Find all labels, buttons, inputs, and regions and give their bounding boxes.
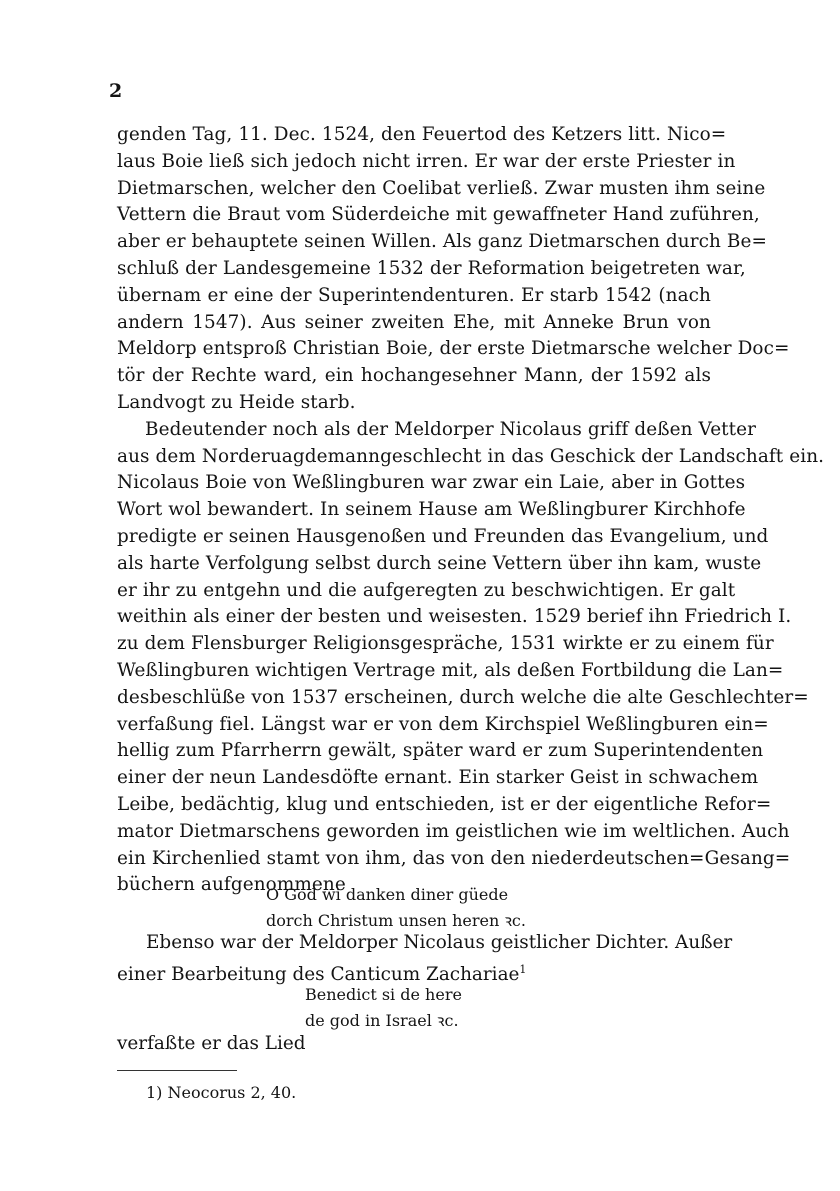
hymn-quote-2 [305, 982, 462, 1034]
verse-line: dorch Christum unsen heren ꝛc. [266, 911, 526, 930]
footnote-divider [117, 1070, 237, 1071]
footnote-reference: 1 [519, 963, 527, 976]
text-line: genden Tag, 11. Dec. 1524, den Feuertod des Ketzers litt. Nico= [117, 124, 727, 145]
paragraph-3-text: einer Bearbeitung des Canticum Zachariae [117, 964, 520, 985]
text-line: hellig zum Pfarrherrn gewält, später ward er zum Superintendenten [117, 740, 764, 762]
text-line: weithin als einer der besten und weisesten. 1529 berief ihn Friedrich I. [117, 606, 792, 628]
paragraph-3-line: Ebenso war der Meldorper Nicolaus geistlicher Dichter. Außer [146, 932, 733, 953]
text-line: übernam er eine der Superintendenturen. Er starb 1542 (nach [117, 284, 711, 306]
text-line: Weßlingburen wichtigen Vertrage mit, als deßen Fortbildung die Lan= [117, 659, 784, 681]
text-line: als harte Verfolgung selbst durch seine Vettern über ihn kam, wuste [117, 552, 762, 574]
text-line: einer der neun Landesdöfte ernant. Ein starker Geist in schwachem [117, 767, 759, 789]
text-line: mator Dietmarschens geworden im geistlichen wie im weltlichen. Auch [117, 820, 790, 842]
text-line: predigte er seinen Hausgenoßen und Freunden das Evangelium, und [117, 525, 769, 547]
text-line: büchern aufgenommene [117, 874, 346, 896]
text-line: schluß der Landesgemeine 1532 der Reformation beigetreten war, [117, 257, 746, 279]
text-line: aber er behauptete seinen Willen. Als ganz Dietmarschen durch Be= [117, 231, 768, 253]
footnote: 1) Neocorus 2, 40. [146, 1083, 297, 1102]
page-number: 2 [109, 80, 123, 102]
text-line: zu dem Flensburger Religionsgespräche, 1531 wirkte er zu einem für [117, 633, 774, 655]
text-line: er ihr zu entgehn und die aufgeregten zu beschwichtigen. Er galt [117, 579, 736, 601]
text-line: aus dem Norderuagdemanngeschlecht in das Geschick der Landschaft ein. [117, 445, 825, 467]
main-text [117, 122, 825, 899]
text-line: tör der Rechte ward, ein hochangesehner Mann, der 1592 als [117, 365, 711, 387]
text-line: Meldorp entsproß Christian Boie, der erste Dietmarsche welcher Doc= [117, 338, 790, 360]
verse-line: O God wi danken diner güede [266, 885, 509, 904]
paragraph-3-line: verfaßte er das Lied [117, 1033, 306, 1054]
text-line: ein Kirchenlied stamt von ihm, das von den niederdeutschen=Gesang= [117, 847, 791, 869]
paragraph-1 [117, 122, 790, 417]
text-line: andern 1547). Aus seiner zweiten Ehe, mit Anneke Brun von [117, 311, 711, 333]
text-line: Leibe, bedächtig, klug und entschieden, ist er der eigentliche Refor= [117, 793, 772, 815]
text-line: Nicolaus Boie von Weßlingburen war zwar ein Laie, aber in Gottes [117, 472, 746, 494]
text-line: Vettern die Braut vom Süderdeiche mit gewaffneter Hand zuführen, [117, 204, 760, 226]
verse-line: Benedict si de here [305, 985, 462, 1004]
text-line: Landvogt zu Heide starb. [117, 391, 356, 413]
text-line: laus Boie ließ sich jedoch nicht irren. Er war der erste Priester in [117, 150, 736, 172]
paragraph-2 [117, 417, 825, 899]
text-line: Bedeutender noch als der Meldorper Nicolaus griff deßen Vetter [145, 418, 757, 440]
text-line: Wort wol bewandert. In seinem Hause am Weßlingburer Kirchhofe [117, 499, 746, 521]
text-line: verfaßung fiel. Längst war er von dem Kirchspiel Weßlingburen ein= [117, 713, 769, 735]
hymn-quote-1 [266, 882, 526, 934]
text-line: Dietmarschen, welcher den Coelibat verließ. Zwar musten ihm seine [117, 177, 766, 199]
verse-line: de god in Israel ꝛc. [305, 1011, 459, 1030]
text-line: desbeschlüße von 1537 erscheinen, durch welche die alte Geschlechter= [117, 686, 809, 708]
